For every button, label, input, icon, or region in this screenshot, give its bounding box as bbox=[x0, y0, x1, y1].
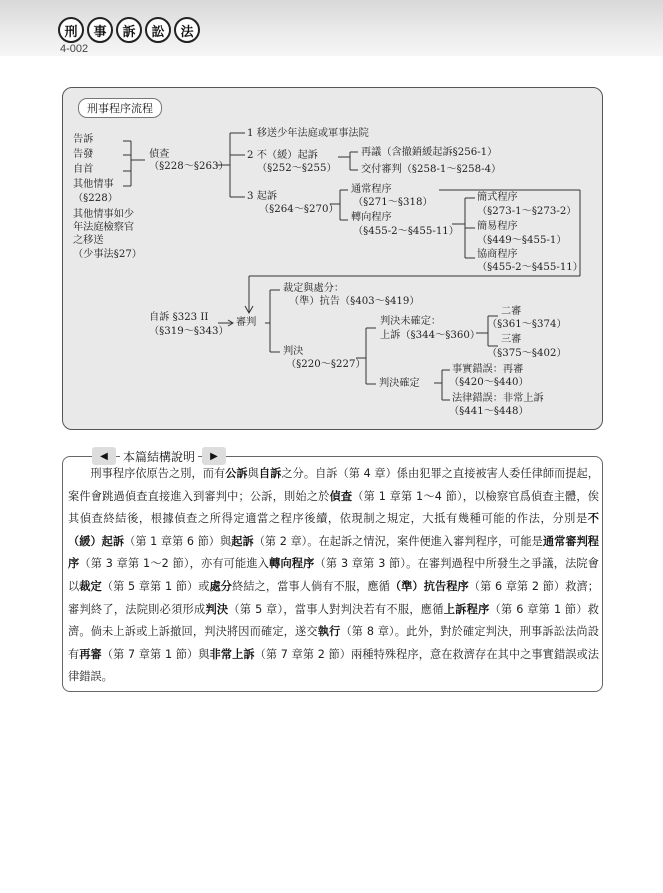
key-term: 執行 bbox=[317, 625, 341, 639]
flow-negotiated: 協商程序 bbox=[477, 249, 518, 260]
flow-not-final: 判決未確定： bbox=[380, 316, 442, 327]
flow-second-instance: 二審 bbox=[501, 306, 522, 317]
flow-appeal: 上訴（§344～§360） bbox=[380, 330, 481, 341]
flow-trial: 審判 bbox=[236, 317, 257, 328]
title-char: 刑 bbox=[58, 17, 84, 43]
flow-investigation-ref: （§228～§263） bbox=[149, 161, 229, 172]
text-run: （第 5 章第 1 節）或 bbox=[101, 579, 210, 593]
flow-negotiated-ref: （§455-2～§455-11） bbox=[477, 262, 583, 273]
flow-outcome-prosecution: 3 起訴 bbox=[247, 191, 278, 202]
flow-start-juvenile-3: 之移送 bbox=[73, 235, 104, 246]
key-term: 不（緩）起訴 bbox=[68, 512, 599, 548]
flow-start-gaosu: 告訴 bbox=[73, 134, 94, 145]
flow-retrial: 事實錯誤：再審 bbox=[452, 364, 524, 375]
text-run: （第 3 章第 3 節）。在審判過程中所發生之爭議，法院會以 bbox=[68, 557, 599, 593]
key-term: 公訴 bbox=[225, 467, 248, 480]
flow-summary-ref: （§449～§455-1） bbox=[477, 235, 567, 246]
title-char: 訟 bbox=[145, 17, 171, 43]
page-number: 4-002 bbox=[60, 43, 89, 55]
flow-ordinary-ref: （§271～§318） bbox=[353, 197, 433, 208]
flow-extraordinary: 法律錯誤：非常上訴 bbox=[452, 393, 544, 404]
text-run: 之分。自訴（第 4 章）係由犯罪之直接被害人委任律師而提起，案件會跳過偵查直接進入到審判中；公訴，則始之於 bbox=[68, 467, 599, 503]
flow-convert-ref: （§455-2～§455-11） bbox=[353, 226, 459, 237]
flow-investigation: 偵查 bbox=[149, 149, 170, 160]
flow-refer-trial: 交付審判（§258-1～§258-4） bbox=[361, 164, 502, 175]
flow-final: 判決確定 bbox=[379, 378, 420, 389]
flow-start-juvenile-2: 年法庭檢察官 bbox=[73, 222, 135, 233]
flow-start-gaofa: 告發 bbox=[73, 149, 94, 160]
flow-outcome-no-prosecution-ref: （§252～§255） bbox=[257, 163, 337, 174]
text-run: （第 5 章），當事人對判決若有不服，應循 bbox=[228, 602, 444, 616]
text-run: （第 6 章第 1 節）救濟。倘未上訴或上訴撤回，判決將因而確定，遂交 bbox=[68, 602, 599, 639]
flow-extraordinary-ref: （§441～§448） bbox=[449, 406, 529, 417]
text-run: （第 3 章第 1～2 節），亦有可能進入 bbox=[79, 557, 270, 571]
flow-start-other: 其他情事 bbox=[73, 179, 114, 190]
key-term: 再審 bbox=[79, 647, 102, 661]
flow-outcome-no-prosecution: 2 不（緩）起訴 bbox=[247, 150, 318, 161]
text-run: （第 7 章第 1 節）與 bbox=[101, 647, 210, 661]
triangle-left-icon: ◀ bbox=[92, 447, 116, 465]
flow-private-ref: （§319～§343） bbox=[149, 326, 229, 337]
flow-start-zishou: 自首 bbox=[73, 164, 94, 175]
flow-third-instance: 三審 bbox=[501, 334, 522, 345]
key-term: 偵查 bbox=[329, 489, 353, 503]
flow-ruling-ref: （準）抗告（§403～§419） bbox=[289, 296, 420, 307]
text-run: （第 1 章第 1～4 節），以檢察官爲偵查主體，俟其偵查終結後，根據偵查之所得定適當之程序後續，依現制之規定，大抵有幾種可能的作法，分別是 bbox=[68, 489, 599, 526]
key-term: 上訴程序 bbox=[443, 602, 490, 616]
explanation-paragraph bbox=[68, 463, 599, 689]
explanation-text bbox=[68, 463, 599, 689]
text-run: （第 6 章第 2 節）救濟；審判終了，法院則必須形成 bbox=[68, 579, 599, 616]
flow-start-228: （§228） bbox=[73, 193, 118, 204]
triangle-right-icon: ▶ bbox=[202, 447, 226, 465]
text-run: 終結之，當事人倘有不服，應循 bbox=[232, 579, 390, 593]
key-term: 通常審判程序 bbox=[68, 534, 599, 571]
text-run: （第 2 章）。在起訴之情況，案件便進入審判程序，可能是 bbox=[253, 534, 543, 548]
flow-second-instance-ref: （§361～§374） bbox=[487, 319, 567, 330]
text-run: 與 bbox=[247, 467, 259, 480]
title-char: 訴 bbox=[116, 17, 142, 43]
flowchart-title: 刑事程序流程 bbox=[78, 98, 162, 118]
flow-third-instance-ref: （§375～§402） bbox=[487, 348, 567, 359]
title-char: 法 bbox=[174, 17, 200, 43]
flow-reconsider: 再議（含撤銷緩起訴§256-1） bbox=[361, 147, 498, 158]
title-char: 事 bbox=[87, 17, 113, 43]
flow-outcome-transfer: 1 移送少年法庭或軍事法院 bbox=[247, 128, 369, 139]
section-title: 本篇結構說明 bbox=[120, 448, 198, 465]
flow-retrial-ref: （§420～§440） bbox=[449, 377, 529, 388]
flow-start-juvenile-1: 其他情事如少 bbox=[73, 209, 135, 220]
key-term: 非常上訴 bbox=[209, 647, 255, 661]
text-run: 刑事程序依原告之別，而有 bbox=[90, 467, 226, 480]
key-term: （準）抗告程序 bbox=[389, 579, 469, 593]
flow-simplified: 簡式程序 bbox=[477, 192, 518, 203]
text-run: （第 1 章第 6 節）與 bbox=[124, 534, 232, 548]
flow-start-juvenile-4: （少事法§27） bbox=[73, 249, 142, 260]
key-term: 處分 bbox=[209, 579, 233, 593]
flow-ruling: 裁定與處分： bbox=[283, 283, 345, 294]
key-term: 轉向程序 bbox=[269, 557, 315, 571]
text-run: （第 7 章第 2 節）兩種特殊程序，意在救濟存在其中之事實錯誤或法律錯誤。 bbox=[68, 647, 599, 684]
key-term: 判決 bbox=[205, 602, 229, 616]
flow-outcome-prosecution-ref: （§264～§270） bbox=[259, 204, 339, 215]
flow-simplified-ref: （§273-1～§273-2） bbox=[477, 206, 577, 217]
key-term: 起訴 bbox=[231, 534, 254, 548]
flow-convert: 轉向程序 bbox=[351, 212, 392, 223]
flow-summary: 簡易程序 bbox=[477, 221, 518, 232]
flow-ordinary: 通常程序 bbox=[351, 184, 392, 195]
flow-private: 自訴 §323 II bbox=[149, 312, 209, 323]
text-run: （第 8 章）。此外，對於確定判決，刑事訴訟法尚設有 bbox=[68, 625, 599, 661]
flow-judgment-ref: （§220～§227） bbox=[286, 359, 366, 370]
key-term: 自訴 bbox=[258, 467, 282, 480]
flow-judgment: 判決 bbox=[283, 346, 304, 357]
key-term: 裁定 bbox=[79, 579, 102, 593]
